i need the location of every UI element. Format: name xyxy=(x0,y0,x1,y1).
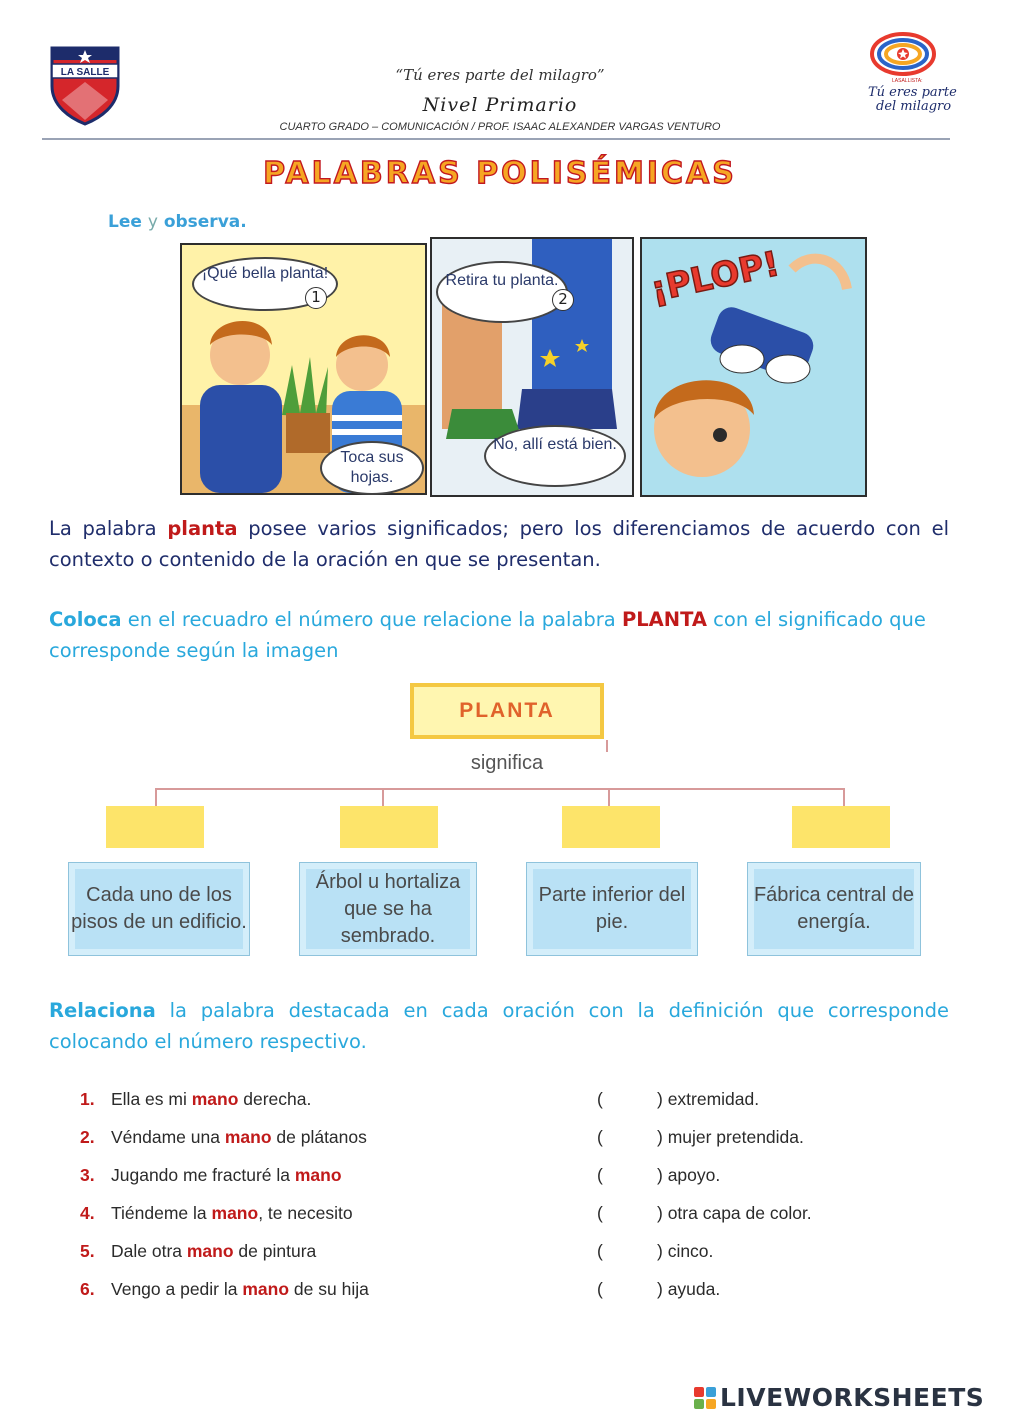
sentence-text xyxy=(111,1089,311,1110)
panel-2-speech-bottom-text: No, allí está bien. xyxy=(493,436,617,453)
plop-sound-effect: ¡PLOP! xyxy=(647,243,783,311)
comic-heading xyxy=(108,212,247,232)
instruction-relaciona-keyword: Relaciona xyxy=(49,999,156,1022)
header-divider xyxy=(42,138,950,140)
definition-option: ) extremidad. xyxy=(657,1089,760,1109)
instruction-coloca-middle: en el recuadro el número que relacione la palabra xyxy=(121,608,622,631)
sentence-row xyxy=(80,1165,840,1189)
sentence-number: 4. xyxy=(80,1203,95,1223)
sentence-number: 5. xyxy=(80,1241,95,1261)
sentence-before: Dale otra xyxy=(111,1241,187,1261)
sentence-text xyxy=(111,1165,342,1186)
definition-box-1 xyxy=(68,862,250,956)
paren-open: ( xyxy=(597,1279,603,1299)
comic-heading-y: y xyxy=(147,212,158,232)
definition-option: ) apoyo. xyxy=(657,1165,721,1185)
logo-line1: Tú eres parte xyxy=(868,85,957,100)
panel-2-number: 2 xyxy=(552,289,574,311)
panel-1-number: 1 xyxy=(305,287,327,309)
panel-2-speech-bottom xyxy=(484,425,626,487)
sentence-number: 2. xyxy=(80,1127,95,1147)
definition-4-text: Fábrica central de energía. xyxy=(753,884,915,933)
sentence-number: 3. xyxy=(80,1165,95,1185)
sentence-keyword: mano xyxy=(294,1165,342,1185)
sentence-before: Jugando me fracturé la xyxy=(111,1165,295,1185)
logo-text: LA SALLE xyxy=(60,67,110,78)
panel-1-speech-bottom xyxy=(320,441,424,495)
sentence-keyword: mano xyxy=(242,1279,290,1299)
sentence-keyword: mano xyxy=(211,1203,259,1223)
comic-panel-2 xyxy=(430,237,634,497)
sentence-keyword: mano xyxy=(224,1127,272,1147)
sentence-row xyxy=(80,1279,840,1303)
sentence-after: de su hija xyxy=(289,1279,369,1299)
panel-1-speech-top-text: ¡Qué bella planta! xyxy=(201,265,329,282)
panel-2-speech-top-text: Retira tu planta. xyxy=(445,272,559,289)
diagram-branch-line xyxy=(155,788,845,790)
sentence-before: Tiéndeme la xyxy=(111,1203,212,1223)
sentence-after: , te necesito xyxy=(258,1203,353,1223)
sentence-row xyxy=(80,1127,840,1151)
sentence-before: Ella es mi xyxy=(111,1089,192,1109)
answer-box-4[interactable] xyxy=(792,806,890,848)
paren-open: ( xyxy=(597,1241,603,1261)
paren-open: ( xyxy=(597,1127,603,1147)
intro-before: La palabra xyxy=(49,517,168,540)
sentence-row xyxy=(80,1089,840,1113)
intro-keyword: planta xyxy=(167,517,238,540)
sentence-before: Vengo a pedir la xyxy=(111,1279,243,1299)
intro-paragraph xyxy=(49,513,949,575)
instruction-coloca-end: con el significado que corresponde según la imagen xyxy=(49,608,926,662)
lw-square-i xyxy=(706,1387,716,1397)
diagram-branch-2 xyxy=(382,788,384,806)
diagram-branch-1 xyxy=(155,788,157,806)
panel-1-speech-bottom-text: Toca sus hojas. xyxy=(340,449,404,486)
lw-square-v xyxy=(694,1399,704,1409)
answer-box-1[interactable] xyxy=(106,806,204,848)
paren-open: ( xyxy=(597,1203,603,1223)
sentence-text xyxy=(111,1127,367,1148)
definition-option: ) cinco. xyxy=(657,1241,714,1261)
answer-box-3[interactable] xyxy=(562,806,660,848)
definition-3-text: Parte inferior del pie. xyxy=(538,884,686,933)
sentence-after: de pintura xyxy=(233,1241,317,1261)
logo-small: LASALLISTA: xyxy=(892,78,923,84)
sentence-text xyxy=(111,1203,353,1224)
paren-open: ( xyxy=(597,1089,603,1109)
sentence-before: Véndame una xyxy=(111,1127,225,1147)
diagram-branch-3 xyxy=(608,788,610,806)
sentence-text xyxy=(111,1279,369,1300)
sentence-keyword: mano xyxy=(186,1241,234,1261)
school-motto: “Tú eres parte del milagro” xyxy=(395,66,605,84)
comic-panel-3 xyxy=(640,237,867,497)
instruction-coloca xyxy=(49,604,949,666)
panel-2-speech-top xyxy=(436,261,568,323)
school-level: Nivel Primario xyxy=(422,94,578,116)
instruction-relaciona xyxy=(49,995,949,1057)
definition-option: ) ayuda. xyxy=(657,1279,721,1299)
liveworksheets-brand: LIVEWORKSHEETS xyxy=(720,1383,985,1412)
instruction-relaciona-rest: la palabra destacada en cada oración con la definición que corresponde colocando el número respectivo. xyxy=(49,999,949,1053)
definition-2-text: Árbol u hortaliza que se ha sembrado. xyxy=(315,870,461,947)
significa-label: significa xyxy=(470,752,544,774)
sentence-row xyxy=(80,1203,840,1227)
lw-square-l xyxy=(694,1387,704,1397)
planta-root-box: PLANTA xyxy=(410,683,604,739)
diagram-branch-4 xyxy=(843,788,845,806)
instruction-coloca-planta: PLANTA xyxy=(621,608,707,631)
comic-panel-1 xyxy=(180,243,427,495)
answer-box-2[interactable] xyxy=(340,806,438,848)
definition-option: ) mujer pretendida. xyxy=(657,1127,804,1147)
comic-heading-lee: Lee xyxy=(108,212,142,232)
logo-line2: del milagro xyxy=(876,99,952,114)
sentence-keyword: mano xyxy=(191,1089,239,1109)
sentence-text xyxy=(111,1241,316,1262)
course-line: CUARTO GRADO – COMUNICACIÓN / PROF. ISAAC ALEXANDER VARGAS VENTURO xyxy=(279,121,721,133)
instruction-coloca-keyword: Coloca xyxy=(49,608,122,631)
sentence-number: 1. xyxy=(80,1089,95,1109)
definition-box-4 xyxy=(747,862,921,956)
definition-1-text: Cada uno de los pisos de un edificio. xyxy=(71,884,247,933)
diagram-stem xyxy=(606,740,608,752)
comic-heading-observa: observa. xyxy=(163,212,247,232)
sentence-row xyxy=(80,1241,840,1265)
sentence-number: 6. xyxy=(80,1279,95,1299)
definition-box-3 xyxy=(526,862,698,956)
milagro-eye-logo xyxy=(862,30,957,130)
intro-after: posee varios significados; pero los diferenciamos de acuerdo con el contexto o contenido de la oración en que se presentan. xyxy=(49,517,950,571)
page-title: PALABRAS POLISÉMICAS xyxy=(263,156,737,191)
sentence-after: de plátanos xyxy=(271,1127,367,1147)
liveworksheets-logo xyxy=(694,1383,984,1412)
paren-open: ( xyxy=(597,1165,603,1185)
liveworksheets-icon xyxy=(694,1387,716,1409)
lw-square-e xyxy=(706,1399,716,1409)
sentence-after: derecha. xyxy=(238,1089,312,1109)
definition-option: ) otra capa de color. xyxy=(657,1203,812,1223)
definition-box-2 xyxy=(299,862,477,956)
